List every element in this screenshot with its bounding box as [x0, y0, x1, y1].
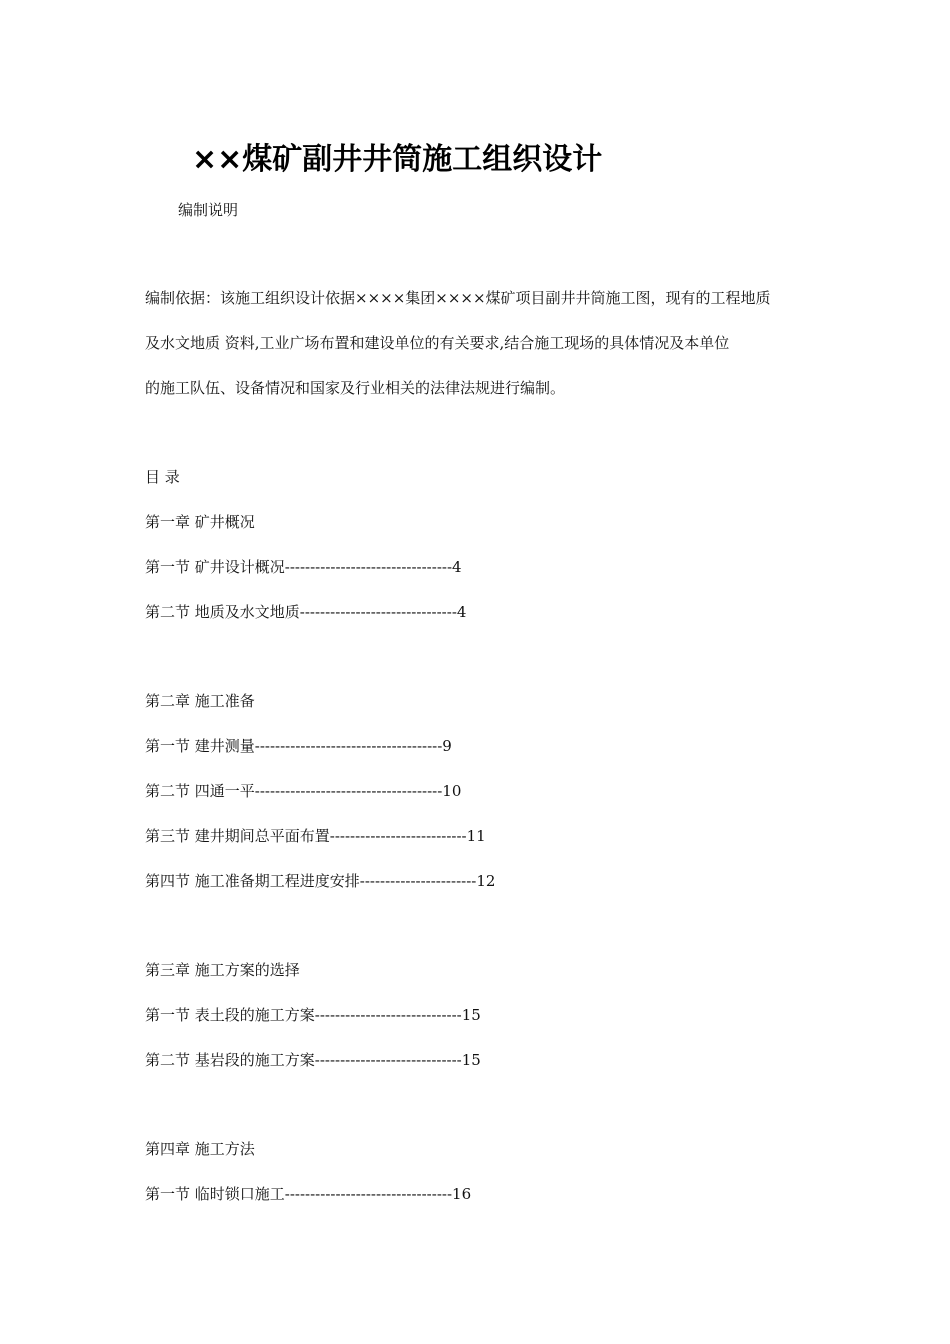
toc-section: 第二节 基岩段的施工方案-----------------------------15 — [145, 1051, 481, 1069]
toc-chapter: 第一章 矿井概况 — [145, 513, 255, 531]
toc-chapter: 第二章 施工准备 — [145, 692, 255, 710]
toc-section: 第四节 施工准备期工程进度安排-----------------------12 — [145, 872, 496, 890]
toc-section: 第一节 矿井设计概况---------------------------------4 — [145, 558, 462, 576]
toc-section: 第二节 地质及水文地质-------------------------------4 — [145, 603, 467, 621]
toc-chapter: 第三章 施工方案的选择 — [145, 961, 300, 979]
toc-section: 第二节 四通一平-------------------------------------10 — [145, 782, 462, 800]
paragraph-line: 及水文地质 资料,工业广场布置和建设单位的有关要求,结合施工现场的具体情况及本单位 — [145, 334, 730, 352]
toc-section: 第一节 表土段的施工方案-----------------------------15 — [145, 1006, 481, 1024]
toc-section: 第三节 建井期间总平面布置---------------------------11 — [145, 827, 486, 845]
paragraph-line: 的施工队伍、设备情况和国家及行业相关的法律法规进行编制。 — [145, 379, 566, 397]
document-subtitle: 编制说明 — [178, 201, 239, 219]
compilation-basis-paragraph — [145, 286, 810, 421]
toc-heading: 目 录 — [145, 468, 180, 486]
paragraph-line: 编制依据：该施工组织设计依据××××集团××××煤矿项目副井井筒施工图，现有的工程地质 — [145, 289, 771, 307]
toc-section: 第一节 建井测量-------------------------------------9 — [145, 737, 452, 755]
toc-section: 第一节 临时锁口施工---------------------------------16 — [145, 1185, 472, 1203]
document-title: ××煤矿副井井筒施工组织设计 — [192, 142, 603, 177]
toc-chapter: 第四章 施工方法 — [145, 1140, 255, 1158]
